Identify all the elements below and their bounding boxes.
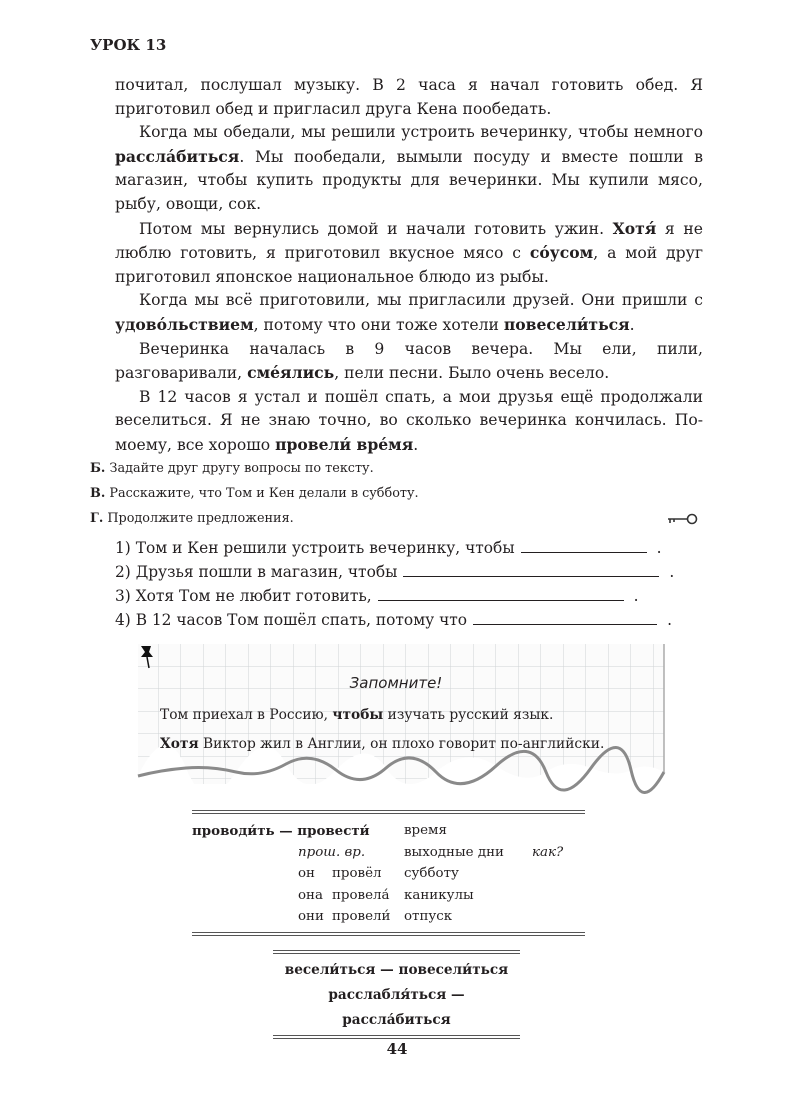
pronoun: они [298,909,324,925]
text: . [413,435,419,454]
divider [192,810,585,814]
bold-word: сóусом [529,243,594,263]
task-text: Продолжите предложения. [107,511,294,526]
bold-word: расслáбиться [115,146,240,166]
keyword: чтобы [332,707,384,723]
period: . [669,563,675,581]
exercise-item [115,536,674,560]
task-g [90,506,419,531]
exercise-text: 4) В 12 часов Том пошёл спать, потому что [115,611,468,629]
note-title: Запомните! [349,674,443,692]
exercise-text: 3) Хотя Том не любит готовить, [115,587,372,605]
bold-word: провели́ вре́мя [275,434,414,454]
exercise-item [115,608,674,632]
note-line-2 [160,736,604,752]
paragraph [115,121,703,216]
exercise-text: 2) Друзья пошли в магазин, чтобы [115,563,398,581]
text: Когда мы всё приготовили, мы пригласили друзей. Они пришли с [139,291,703,310]
paragraph [115,386,703,458]
table-row [192,863,563,885]
task-letter: Б. [90,461,106,476]
period: . [633,587,639,605]
table-row [192,820,563,842]
bold-word: повесели́ться [503,314,630,334]
exercise-item [115,584,674,608]
divider [273,950,520,954]
divider [273,1035,520,1039]
exercise-list [115,536,674,632]
bold-word: удовóльствием [115,314,254,334]
answer-blank[interactable] [473,610,657,625]
task-v [90,481,419,506]
text: Виктор жил в Англии, он плохо говорит по-английски. [198,736,605,752]
task-text: Расскажите, что Том и Кен делали в субботу. [109,486,419,501]
verb-table [192,810,585,936]
text: Вечеринка началась в 9 часов вечера. Мы ели, пили, разговаривали, [115,339,703,383]
tense-label: прош. вр. [298,844,366,860]
exercise-item [115,560,674,584]
period: . [667,611,672,629]
keyword: Хотя [160,736,199,752]
remember-note [136,644,666,784]
answer-blank[interactable] [521,538,647,553]
divider [192,932,585,936]
text: изучать русский язык. [383,707,554,723]
table-row [192,906,563,928]
table-row [192,842,563,864]
object: каникулы [404,887,474,903]
text: , пели песни. Было очень весело. [334,364,610,383]
task-b [90,456,419,481]
verb-form: провёл [332,866,382,882]
task-text: Задайте друг другу вопросы по тексту. [109,461,374,476]
pronoun: он [298,866,315,882]
text: Том приехал в Россию, [160,707,333,723]
paragraph [115,74,703,121]
verb-form: провела́ [332,887,390,903]
text: . Мы пообедали, вымыли посуду и вместе пошли в магазин, чтобы купить продукты для вечеринки. Мы купили мясо, рыбу, овощи, сок. [115,147,703,213]
text: В 12 часов я устал и пошёл спать, а мои друзья ещё продолжали веселиться. Я не знаю точно, во сколько вечеринка кончилась. По-моему, все хорошо [115,387,703,454]
task-letter: Г. [90,511,104,526]
answer-blank[interactable] [378,586,624,601]
object: выходные дни [404,844,504,860]
text: почитал, послушал музыку. В 2 часа я начал готовить обед. Я приготовил обед и пригласил друга Кена пообедать. [115,76,703,118]
note-line-1 [160,707,553,723]
text: Потом мы вернулись домой и начали готовить ужин. [139,219,613,238]
text: Когда мы обедали, мы решили устроить вечеринку, чтобы немного [139,123,703,142]
verb-form: провели́ [332,909,391,925]
table-row [192,885,563,907]
exercise-text: 1) Том и Кен решили устроить вечеринку, чтобы [115,539,515,557]
bold-word: сме́ялись [247,363,335,383]
paragraph [115,289,703,337]
question: как? [532,844,564,860]
task-letter: В. [90,486,106,501]
lesson-header: УРОК 13 [90,36,167,54]
object: время [404,823,447,839]
pronoun: она [298,887,323,903]
page-number: 44 [386,1040,408,1058]
text: , а мой друг приготовил японское национальное блюдо из рыбы. [115,244,703,286]
paragraph [115,338,703,386]
verb-pairs-box [273,950,520,1039]
bold-word: Хотя́ [612,218,657,238]
verb-pair: расслабля́ться — рассла́биться [328,987,465,1028]
verb-pair: весели́ться — повесели́ться [284,962,509,978]
reading-text [115,74,703,458]
answer-blank[interactable] [403,562,659,577]
pushpin-icon [138,644,156,670]
verb-pair: проводи́ть — провести́ [192,822,370,839]
object: субботу [404,866,459,882]
text: , потому что они тоже хотели [253,315,504,334]
paragraph [115,217,703,290]
key-icon [665,512,699,526]
text: я не люблю готовить, я приготовил вкусное мясо с [115,219,704,263]
task-list [90,456,419,531]
object: отпуск [404,909,453,925]
text: . [629,315,635,334]
period: . [656,539,662,557]
